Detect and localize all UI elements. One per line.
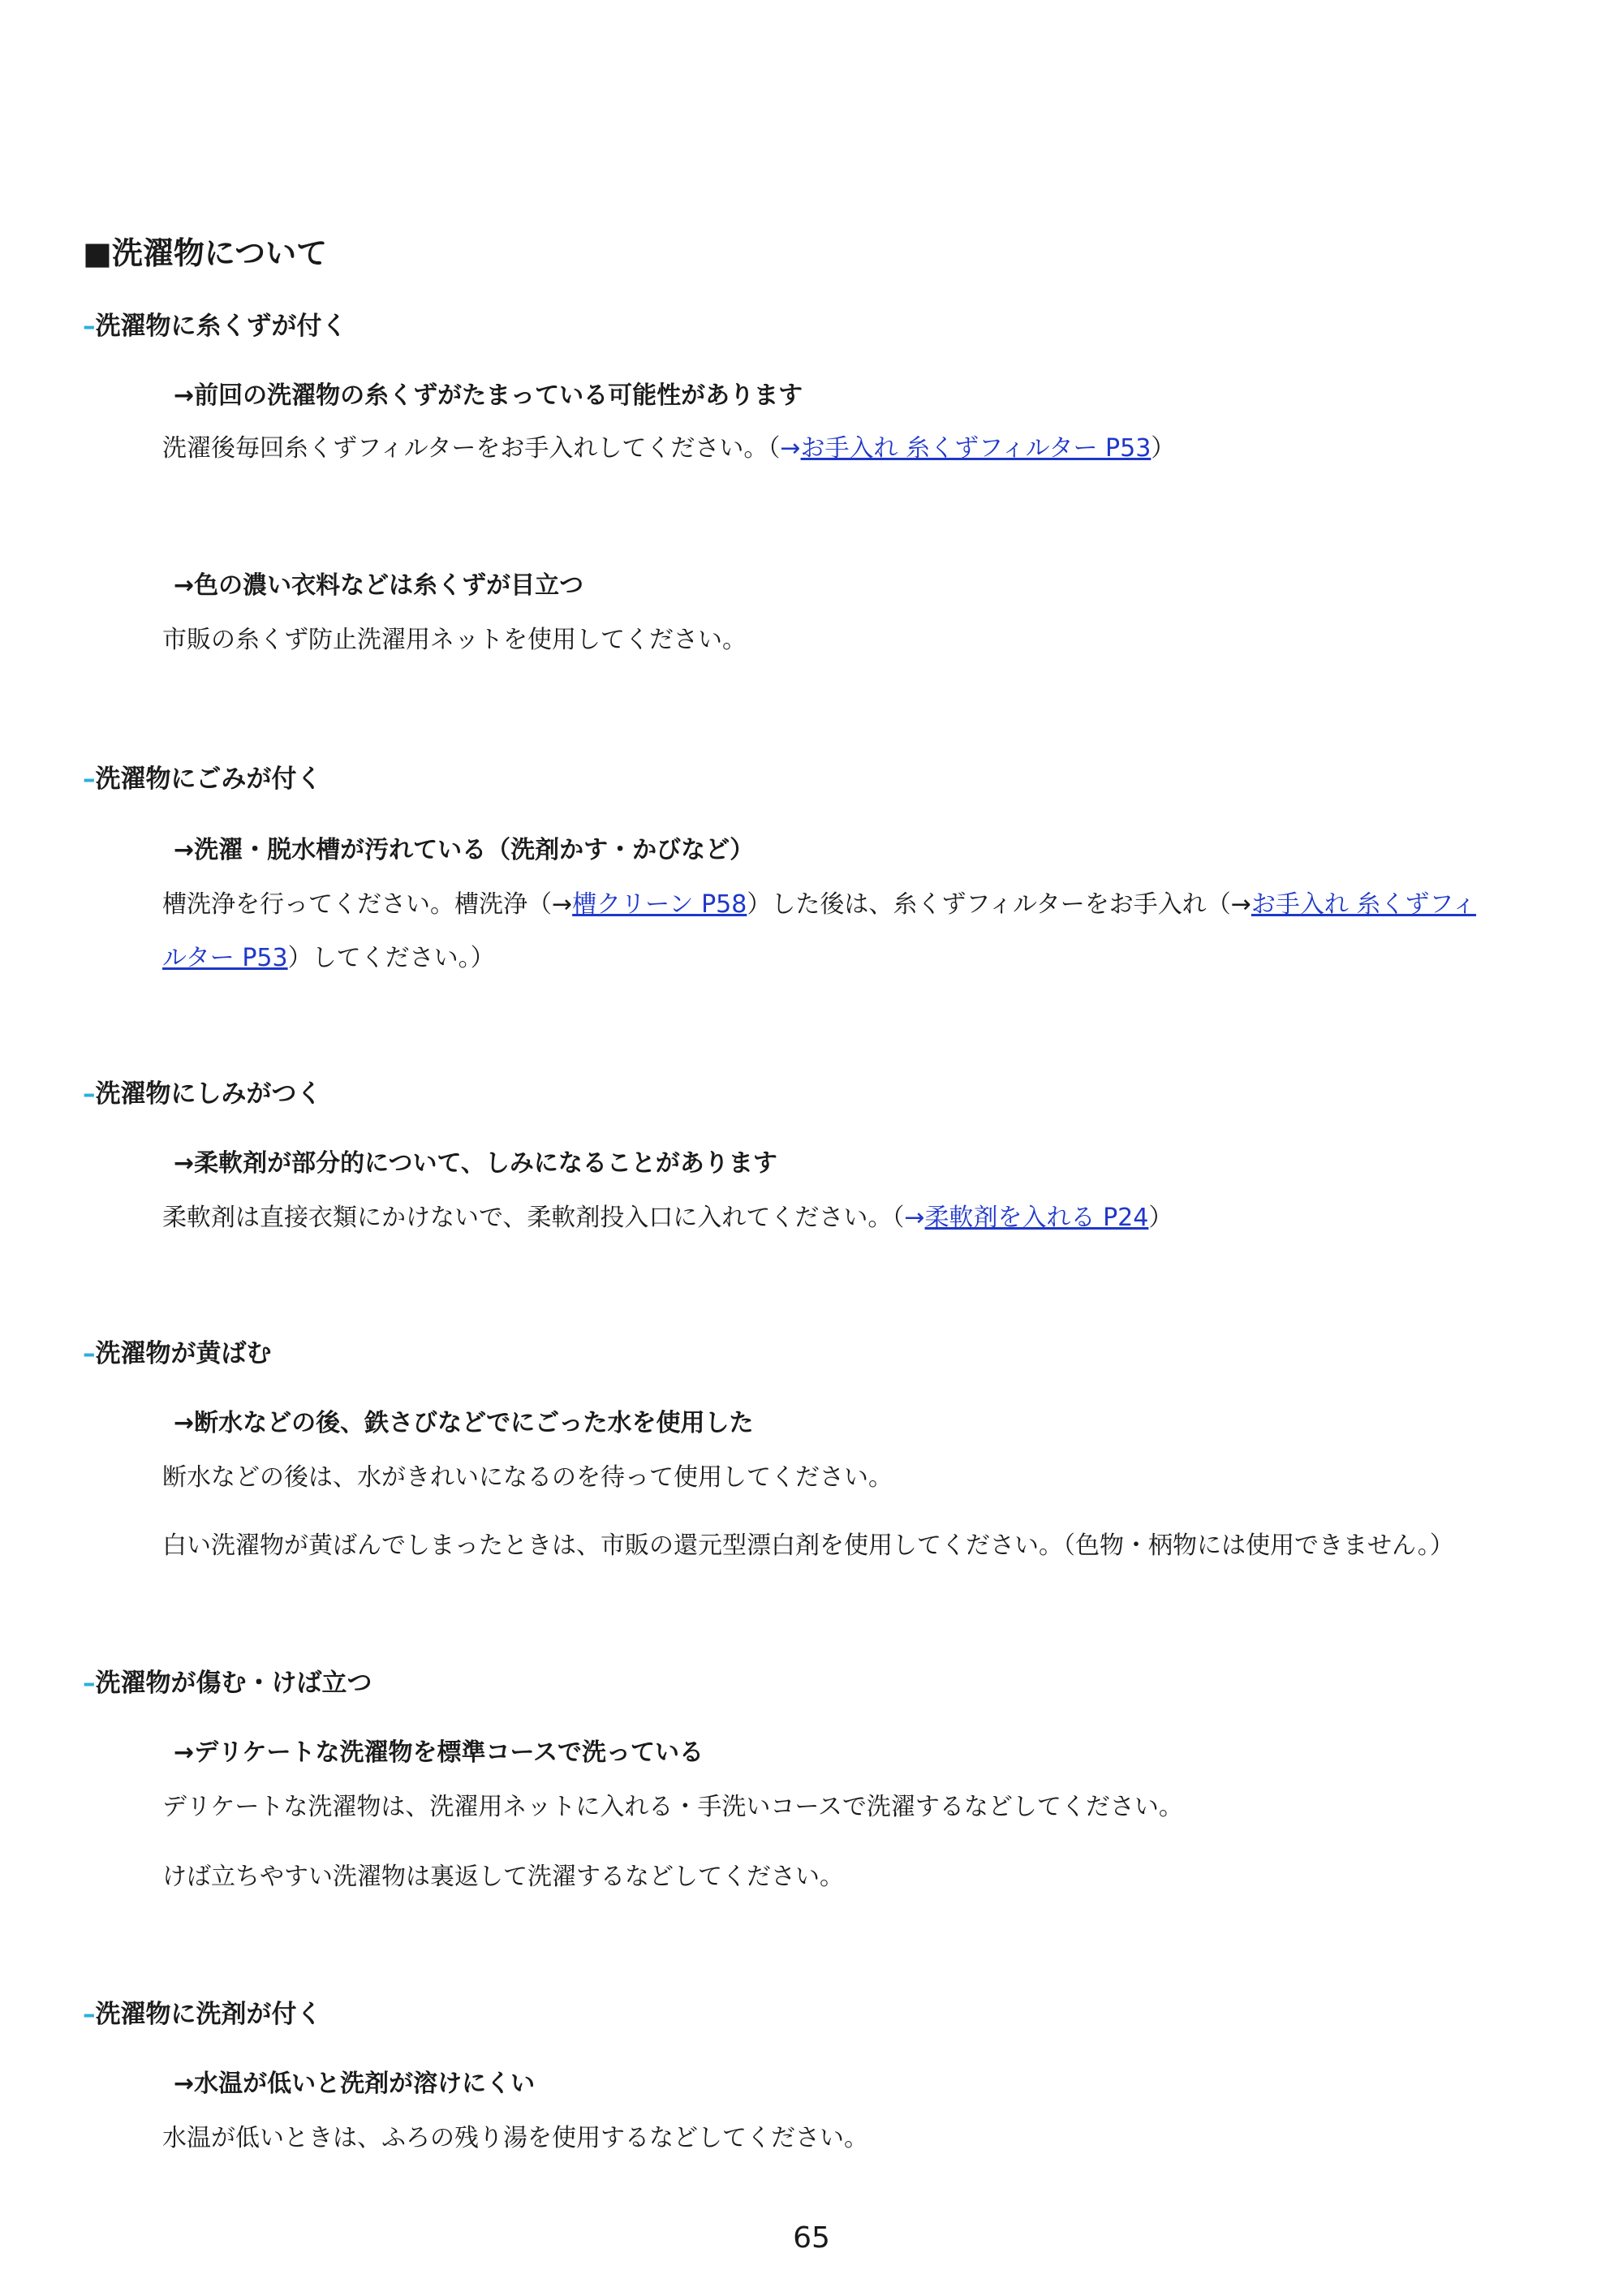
- section-dash-icon: –: [83, 1079, 96, 1109]
- section-title-stain: –洗濯物にしみがつく: [83, 1079, 322, 1109]
- remedy-lint-accumulated: 洗濯後毎回糸くずフィルターをお手入れしてください。（→お手入れ 糸くずフィルター P53）: [162, 434, 1176, 463]
- cause-low-temp: →水温が低いと洗剤が溶けにくい: [174, 2070, 536, 2098]
- remedy-softener-stain: 柔軟剤は直接衣類にかけないで、柔軟剤投入口に入れてください。（→柔軟剤を入れる P24）: [162, 1204, 1173, 1232]
- cause-softener-stain: →柔軟剤が部分的について、しみになることがあります: [174, 1149, 777, 1178]
- link-lint-filter-p53[interactable]: お手入れ 糸くずフィ: [1251, 890, 1477, 919]
- remedy-rusty-water-2: 白い洗濯物が黄ばんでしまったときは、市販の還元型漂白剤を使用してください。（色物・柄物には使用できません。）: [162, 1531, 1454, 1560]
- section-title-detergent: –洗濯物に洗剤が付く: [83, 2000, 322, 2029]
- cause-delicate-standard: →デリケートな洗濯物を標準コースで洗っている: [174, 1738, 704, 1767]
- section-title-damage: –洗濯物が傷む・けば立つ: [83, 1669, 372, 1698]
- section-title-lint: –洗濯物に糸くずが付く: [83, 312, 347, 341]
- section-dash-icon: –: [83, 2000, 96, 2029]
- remedy-delicate-1: デリケートな洗濯物は、洗濯用ネットに入れる・手洗いコースで洗濯するなどしてください。: [162, 1793, 1183, 1821]
- cause-dark-clothing: →色の濃い衣料などは糸くずが目立つ: [174, 571, 584, 600]
- page-number: 65: [793, 2221, 830, 2255]
- link-lint-filter-p53-cont[interactable]: ルター P53: [162, 944, 288, 972]
- remedy-delicate-2: けば立ちやすい洗濯物は裏返して洗濯するなどしてください。: [162, 1863, 844, 1891]
- remedy-low-temp: 水温が低いときは、ふろの残り湯を使用するなどしてください。: [162, 2124, 868, 2152]
- remedy-rusty-water-1: 断水などの後は、水がきれいになるのを待って使用してください。: [162, 1463, 893, 1492]
- link-lint-filter-p53[interactable]: お手入れ 糸くずフィルター P53: [800, 434, 1152, 463]
- section-title-yellowing: –洗濯物が黄ばむ: [83, 1339, 272, 1368]
- section-title-dirt: –洗濯物にごみが付く: [83, 765, 322, 794]
- section-dash-icon: –: [83, 1339, 96, 1368]
- remedy-tub-dirty: 槽洗浄を行ってください。槽洗浄（→槽クリーン P58）した後は、糸くずフィルターをお手入れ（→お手入れ 糸くずフィ ルター P53）してください。）: [162, 890, 1477, 972]
- cause-lint-accumulated: →前回の洗濯物の糸くずがたまっている可能性があります: [174, 381, 803, 410]
- section-dash-icon: –: [83, 765, 96, 794]
- cause-tub-dirty: →洗濯・脱水槽が汚れている（洗剤かす・かびなど）: [174, 836, 755, 864]
- link-tub-clean-p58[interactable]: 槽クリーン P58: [572, 890, 747, 919]
- link-softener-p24[interactable]: 柔軟剤を入れる P24: [924, 1204, 1149, 1232]
- cause-rusty-water: →断水などの後、鉄さびなどでにごった水を使用した: [174, 1409, 754, 1437]
- remedy-dark-clothing: 市販の糸くず防止洗濯用ネットを使用してください。: [162, 626, 747, 654]
- section-dash-icon: –: [83, 1669, 96, 1698]
- page-heading: ■洗濯物について: [83, 235, 328, 271]
- section-dash-icon: –: [83, 312, 96, 341]
